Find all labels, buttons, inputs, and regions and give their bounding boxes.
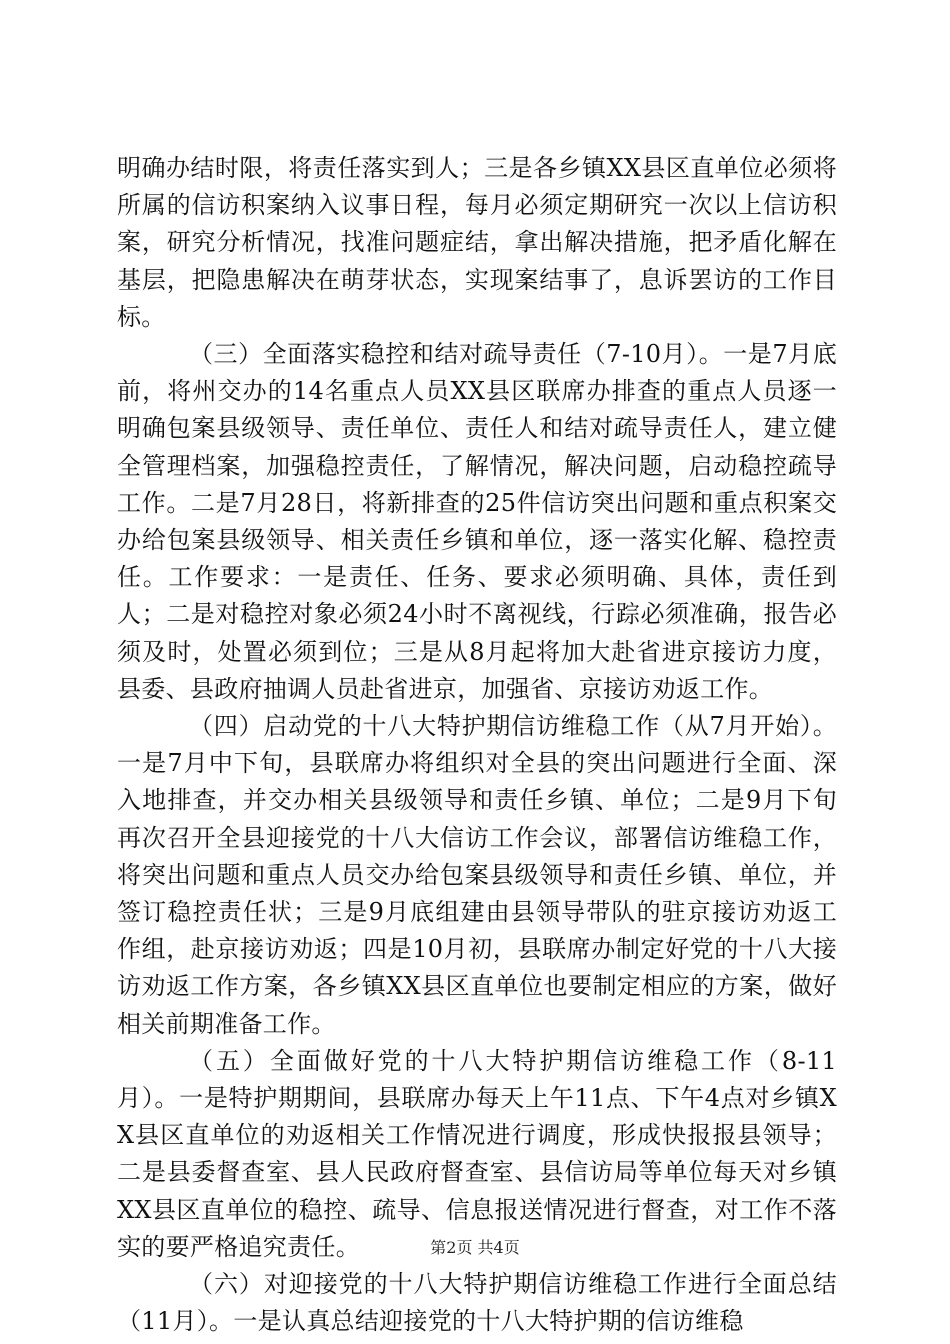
paragraph-section-6: （六）对迎接党的十八大特护期信访维稳工作进行全面总结（11月）。一是认真总结迎接党的十八大特护期的信访维稳 bbox=[117, 1270, 837, 1336]
paragraph-section-5: （五）全面做好党的十八大特护期信访维稳工作（8-11月）。一是特护期期间，县联席办每天上午11点、下午4点对乡镇XX县区直单位的劝返相关工作情况进行调度，形成快报报县领导；二是县委督查室、县人民政府督查室、县信访局等单位每天对乡镇XX县区直单位的稳控、疏导、信息报送情况进行督查，对工作不落实的要严格追究责任。 bbox=[117, 1046, 837, 1261]
document-body bbox=[117, 150, 837, 1341]
page-number-footer: 第2页 共4页 bbox=[430, 1238, 520, 1257]
paragraph-section-3: （三）全面落实稳控和结对疏导责任（7-10月）。一是7月底前，将州交办的14名重点人员XX县区联席办排查的重点人员逐一明确包案县级领导、责任单位、责任人和结对疏导责任人，建立健全管理档案，加强稳控责任，了解情况，解决问题，启动稳控疏导工作。二是7月28日，将新排查的25件信访突出问题和重点积案交办给包案县级领导、相关责任乡镇和单位，逐一落实化解、稳控责任。工作要求：一是责任、任务、要求必须明确、具体，责任到人；二是对稳控对象必须24小时不离视线，行踪必须准确，报告必须及时，处置必须到位；三是从8月起将加大赴省进京接访力度，县委、县政府抽调人员赴省进京，加强省、京接访劝返工作。 bbox=[117, 340, 837, 703]
paragraph-continued: 明确办结时限，将责任落实到人；三是各乡镇XX县区直单位必须将所属的信访积案纳入议事日程，每月必须定期研究一次以上信访积案，研究分析情况，找准问题症结，拿出解决措施，把矛盾化解在基层，把隐患解决在萌芽状态，实现案结事了，息诉罢访的工作目标。 bbox=[117, 154, 837, 331]
paragraph-section-4: （四）启动党的十八大特护期信访维稳工作（从7月开始）。一是7月中下旬，县联席办将组织对全县的突出问题进行全面、深入地排查，并交办相关县级领导和责任乡镇、单位；二是9月下旬再次召开全县迎接党的十八大信访工作会议，部署信访维稳工作，将突出问题和重点人员交办给包案县级领导和责任乡镇、单位，并签订稳控责任状；三是9月底组建由县领导带队的驻京接访劝返工作组，赴京接访劝返；四是10月初，县联席办制定好党的十八大接访劝返工作方案，各乡镇XX县区直单位也要制定相应的方案，做好相关前期准备工作。 bbox=[117, 712, 837, 1038]
